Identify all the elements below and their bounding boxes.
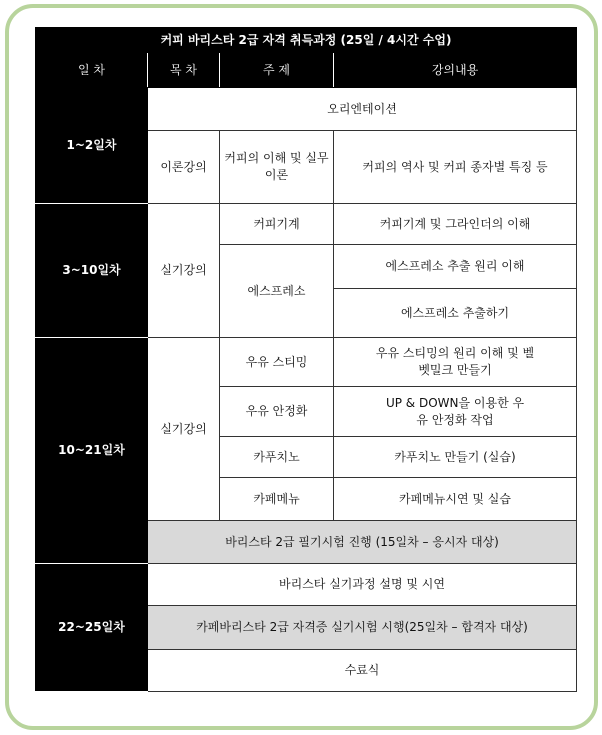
header-content: 강의내용 <box>334 53 577 88</box>
written-exam-cell: 바리스타 2급 필기시험 진행 (15일차 – 응시자 대상) <box>148 521 577 564</box>
day-range-2: 3~10일차 <box>36 204 148 338</box>
topic-espresso: 에스프레소 <box>220 245 334 338</box>
content-machine: 커피기계 및 그라인더의 이해 <box>334 204 577 245</box>
chapter-practice-2: 실기강의 <box>148 338 220 521</box>
day-range-3: 10~21일차 <box>36 338 148 564</box>
table-title: 커피 바리스타 2급 자격 취득과정 (25일 / 4시간 수업) <box>36 28 577 53</box>
topic-stabilize: 우유 안정화 <box>220 387 334 437</box>
content-steaming: 우유 스티밍의 원리 이해 및 벨벳밀크 만들기 <box>334 338 577 387</box>
day-range-4: 22~25일차 <box>36 564 148 692</box>
content-stabilize: UP & DOWN을 이용한 우유 안정화 작업 <box>334 387 577 437</box>
topic-steaming: 우유 스티밍 <box>220 338 334 387</box>
orientation-cell: 오리엔테이션 <box>148 88 577 131</box>
content-espresso-1: 에스프레소 추출 원리 이해 <box>334 245 577 289</box>
content-theory: 커피의 역사 및 커피 종자별 특징 등 <box>334 131 577 204</box>
day-range-1: 1~2일차 <box>36 88 148 204</box>
header-day: 일 차 <box>36 53 148 88</box>
topic-cappuccino: 카푸치노 <box>220 437 334 478</box>
topic-theory: 커피의 이해 및 실무이론 <box>220 131 334 204</box>
header-topic: 주 제 <box>220 53 334 88</box>
header-chapter: 목 차 <box>148 53 220 88</box>
content-cappuccino: 카푸치노 만들기 (실습) <box>334 437 577 478</box>
curriculum-table <box>35 27 577 692</box>
content-cafe-menu: 카페메뉴시연 및 실습 <box>334 478 577 521</box>
topic-machine: 커피기계 <box>220 204 334 245</box>
practical-exam-cell: 카페바리스타 2급 자격증 실기시험 시행(25일차 – 합격자 대상) <box>148 606 577 650</box>
practical-intro-cell: 바리스타 실기과정 설명 및 시연 <box>148 564 577 606</box>
topic-cafe-menu: 카페메뉴 <box>220 478 334 521</box>
chapter-theory: 이론강의 <box>148 131 220 204</box>
chapter-practice-1: 실기강의 <box>148 204 220 338</box>
completion-cell: 수료식 <box>148 650 577 692</box>
content-espresso-2: 에스프레소 추출하기 <box>334 289 577 338</box>
